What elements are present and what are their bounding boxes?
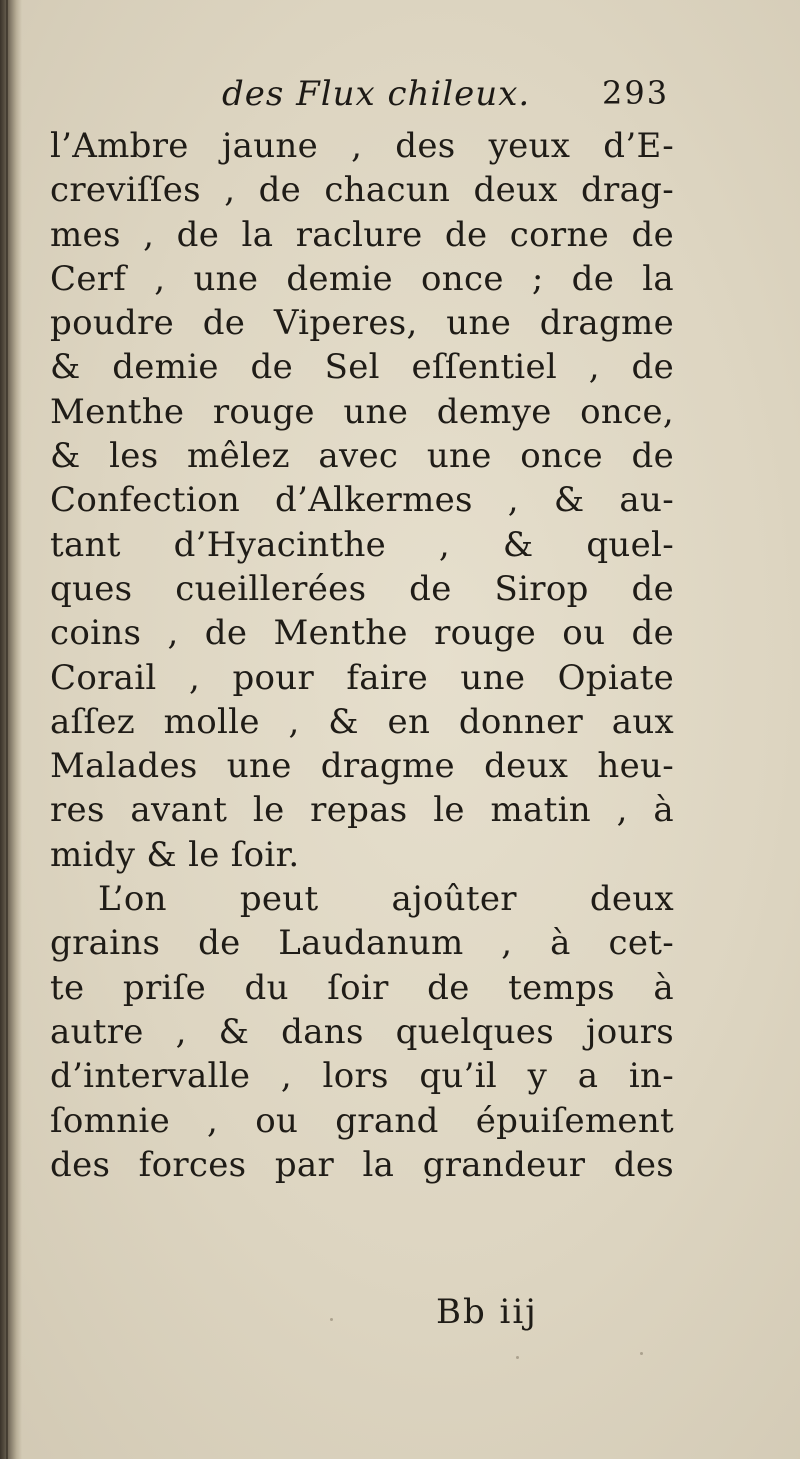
body-text xyxy=(50,124,674,1187)
page-edge-line xyxy=(6,0,8,1459)
catchword: Bb iij xyxy=(436,1292,538,1332)
text-line: coins , de Menthe rouge ou de xyxy=(50,613,674,654)
text-line: des forces par la grandeur des xyxy=(50,1144,674,1185)
text-line: tant d’Hyacinthe , & quel- xyxy=(50,524,674,565)
paper-speck xyxy=(516,1356,519,1359)
page-number: 293 xyxy=(602,74,670,112)
text-line: midy & le ſoir. xyxy=(50,834,300,875)
text-line: ques cueillerées de Sirop de xyxy=(50,568,674,609)
text-line: mes , de la raclure de corne de xyxy=(50,214,674,255)
text-line: l’Ambre jaune , des yeux d’E- xyxy=(50,126,674,166)
text-line: creviſſes , de chacun deux drag- xyxy=(50,170,674,211)
text-line: Cerf , une demie once ; de la xyxy=(50,258,674,299)
text-line: Confection d’Alkermes , & au- xyxy=(50,480,674,521)
running-head-title: des Flux chileux. xyxy=(222,74,531,114)
text-line: autre , & dans quelques jours xyxy=(50,1011,674,1052)
text-line: res avant le repas le matin , à xyxy=(50,790,674,831)
text-line: & demie de Sel eſſentiel , de xyxy=(50,347,674,388)
paper-speck xyxy=(640,1352,643,1355)
binding-shadow xyxy=(0,0,22,1459)
text-line: aſſez molle , & en donner aux xyxy=(50,701,674,742)
text-line: ſomnie , ou grand épuiſement xyxy=(50,1100,674,1141)
text-line: d’intervalle , lors qu’il y a in- xyxy=(50,1056,674,1097)
running-head xyxy=(0,74,800,124)
text-line: poudre de Viperes, une dragme xyxy=(50,303,674,344)
text-line: L’on peut ajoûter deux xyxy=(98,879,674,920)
text-line: grains de Laudanum , à cet- xyxy=(50,923,674,964)
text-line: Menthe rouge une demye once, xyxy=(50,391,674,432)
text-line: Corail , pour faire une Opiate xyxy=(50,657,674,698)
text-line: te priſe du ſoir de temps à xyxy=(50,967,674,1008)
paper-speck xyxy=(330,1318,333,1321)
text-line: Malades une dragme deux heu- xyxy=(50,746,674,787)
text-line: & les mêlez avec une once de xyxy=(50,436,674,477)
